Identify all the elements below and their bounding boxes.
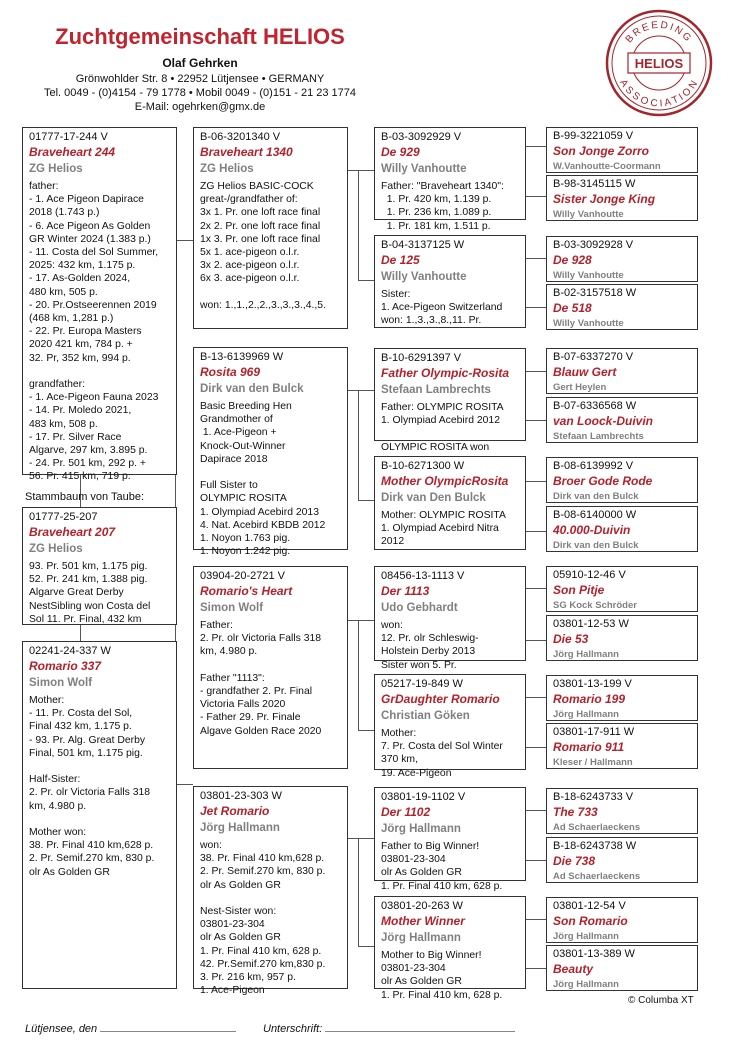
- stamp-bottom-text: ASSOCIATION: [617, 77, 701, 110]
- pigeon-card-great-grandparent[interactable]: [374, 566, 526, 671]
- connector: [526, 258, 546, 259]
- pigeon-name: Son Pitje: [553, 583, 605, 597]
- pigeon-card-ancestor[interactable]: [546, 506, 698, 552]
- ring-number: 03904-20-2721 V: [200, 570, 286, 582]
- breeder-name: Willy Vanhoutte: [553, 318, 624, 329]
- ring-number: 02241-24-337 W: [29, 645, 111, 657]
- pigeon-card-ancestor[interactable]: [546, 675, 698, 721]
- breeder-name: Ad Schaerlaeckens: [553, 822, 641, 833]
- pigeon-name: Die 53: [553, 632, 589, 646]
- pigeon-name: Romario 337: [29, 659, 102, 673]
- pigeon-card-ancestor[interactable]: [546, 284, 698, 330]
- breeder-name: Christian Göken: [381, 710, 470, 722]
- breeder-name: W.Vanhoutte-Coormann: [553, 161, 661, 172]
- connector: [358, 390, 374, 391]
- pigeon-name: Mother Winner: [381, 914, 465, 928]
- pigeon-card-ancestor[interactable]: [546, 397, 698, 443]
- ring-number: 03801-13-389 W: [553, 948, 635, 960]
- ring-number: B-03-3092928 V: [553, 239, 634, 251]
- pigeon-name: Der 1102: [381, 805, 431, 819]
- pigeon-name: Braveheart 207: [29, 525, 116, 539]
- pigeon-name: De 125: [381, 253, 420, 267]
- pigeon-name: De 929: [381, 145, 420, 159]
- ring-number: 08456-13-1113 V: [381, 570, 465, 582]
- ring-number: B-08-6140000 W: [553, 509, 637, 521]
- helios-stamp-logo: [604, 8, 714, 118]
- pigeon-name: Romario's Heart: [200, 584, 293, 598]
- pigeon-name: Sister Jonge King: [553, 192, 656, 206]
- ring-number: 03801-13-199 V: [553, 678, 632, 690]
- ring-number: B-03-3092929 V: [381, 131, 462, 143]
- ring-number: 01777-25-207: [29, 511, 98, 523]
- breeder-name: Dirk van den Bulck: [553, 540, 639, 551]
- connector: [526, 810, 546, 811]
- breeder-name: Dirk van Den Bulck: [381, 492, 486, 504]
- pigeon-notes: Sister: 1. Ace-Pigeon Switzerland won: 1.,3.,3.,8.,11. Pr.: [381, 289, 503, 327]
- ring-number: 03801-17-911 W: [553, 726, 635, 738]
- connector: [526, 531, 546, 532]
- pigeon-name: Mother OlympicRosita: [381, 474, 509, 488]
- ring-number: B-02-3157518 W: [553, 287, 637, 299]
- breeder-name: Kleser / Hallmann: [553, 757, 633, 768]
- address: Grönwohlder Str. 8 • 22952 Lütjensee • GERMANY: [75, 73, 325, 85]
- connector: [358, 170, 359, 280]
- connector: [80, 625, 81, 641]
- connector: [348, 170, 374, 171]
- pigeon-name: Die 738: [553, 854, 596, 868]
- pigeon-card-mother[interactable]: [22, 641, 177, 989]
- connector: [526, 420, 546, 421]
- breeder-name: Willy Vanhoutte: [553, 270, 624, 281]
- pigeon-name: Braveheart 244: [29, 145, 116, 159]
- pigeon-card-grandparent[interactable]: [193, 127, 348, 329]
- connector: [526, 697, 546, 698]
- ring-number: B-10-6271300 W: [381, 460, 465, 472]
- pigeon-card-ancestor[interactable]: [546, 457, 698, 503]
- copyright: © Columba XT: [628, 995, 694, 1006]
- connector: [526, 307, 546, 308]
- pigeon-card-ancestor[interactable]: [546, 837, 698, 883]
- pedigree-of-label: Stammbaum von Taube:: [25, 491, 145, 503]
- pigeon-card-grandparent[interactable]: [193, 786, 348, 997]
- connector: [358, 390, 359, 500]
- pigeon-card-great-grandparent[interactable]: [374, 896, 526, 1001]
- pigeon-name: Broer Gode Rode: [553, 474, 653, 488]
- pigeon-name: Jet Romario: [200, 804, 270, 818]
- connector: [348, 390, 358, 391]
- connector: [358, 946, 374, 947]
- pigeon-name: van Loock-Duivin: [553, 414, 654, 428]
- pigeon-notes: Mother: - 11. Pr. Costa del Sol, Final 432 km, 1.175 p. - 93. Pr. Alg. Great Derby Final, 501 km, 1.175 pig. Half-Sister: 2. Pr. olr Victoria Falls 318 km, 4.980 p. Mother won: 38. Pr. Final 410 km,628 p. 2. Pr. Semif.270 km, 830 p. olr As Golden GR: [29, 695, 155, 878]
- pigeon-card-great-grandparent[interactable]: [374, 127, 526, 232]
- ring-number: B-10-6291397 V: [381, 352, 462, 364]
- pigeon-card-great-grandparent[interactable]: [374, 787, 526, 892]
- ring-number: 05217-19-849 W: [381, 678, 463, 690]
- pigeon-name: Son Romario: [553, 914, 628, 928]
- pigeon-card-ancestor[interactable]: [546, 348, 698, 394]
- svg-text:BREEDING: [624, 20, 694, 45]
- pigeon-notes: Mother: 7. Pr. Costa del Sol Winter 370 km, 19. Ace-Pigeon: [381, 728, 503, 779]
- connector: [358, 620, 359, 730]
- breeder-name: Jörg Hallmann: [553, 709, 619, 720]
- breeder-title: Zuchtgemeinschaft HELIOS: [55, 24, 345, 49]
- place-date-field[interactable]: [25, 1021, 236, 1035]
- pigeon-notes: Mother to Big Winner! 03801-23-304 olr As Golden GR 1. Pr. Final 410 km, 628 p.: [381, 950, 503, 1001]
- pigeon-name: Braveheart 1340: [200, 145, 293, 159]
- breeder-name: Willy Vanhoutte: [381, 271, 467, 283]
- signature-field[interactable]: [263, 1021, 515, 1035]
- breeder-name: Udo Gebhardt: [381, 602, 458, 614]
- ring-number: 03801-12-53 W: [553, 618, 629, 630]
- pigeon-name: De 518: [553, 301, 592, 315]
- ring-number: 03801-23-303 W: [200, 790, 282, 802]
- breeder-name: Ad Schaerlaeckens: [553, 871, 641, 882]
- pigeon-notes: Mother: OLYMPIC ROSITA 1. Olympiad Acebird Nitra 2012: [381, 510, 506, 548]
- ring-number: 03801-19-1102 V: [381, 791, 466, 803]
- pigeon-card-subject[interactable]: [22, 507, 177, 625]
- ring-number: B-07-6337270 V: [553, 351, 634, 363]
- breeder-name: SG Kock Schröder: [553, 600, 637, 611]
- pigeon-card-ancestor[interactable]: [546, 788, 698, 834]
- breeder-name: Stefaan Lambrechts: [381, 384, 491, 396]
- connector: [358, 500, 374, 501]
- pigeon-name: Der 1113: [381, 584, 430, 598]
- pigeon-notes: Father: OLYMPIC ROSITA 1. Olympiad Acebird 2012 OLYMPIC ROSITA won: [381, 402, 504, 453]
- pigeon-notes: Basic Breeding Hen Grandmother of 1. Ace-Pigeon + Knock-Out-Winner Dapirace 2018 Full Sister to OLYMPIC ROSITA 1. Olympiad Acebird 2013 4. Nat. Acebird KBDB 2012 1. Noyon 1.763 pig. 1. Noyon 1.242 pig.: [200, 401, 326, 558]
- breeder-name: Simon Wolf: [29, 677, 93, 689]
- pigeon-notes: Father: "Braveheart 1340": 1. Pr. 420 km, 1.139 p. 1. Pr. 236 km, 1.089 p. 1. Pr. 181 km, 1.511 p.: [381, 181, 504, 232]
- breeder-name: Jörg Hallmann: [553, 979, 619, 990]
- email: E-Mail: ogehrken@gmx.de: [134, 101, 266, 113]
- pigeon-card-great-grandparent[interactable]: [374, 348, 526, 453]
- pigeon-name: Beauty: [553, 962, 594, 976]
- connector: [526, 747, 546, 748]
- pigeon-card-ancestor[interactable]: [546, 566, 698, 612]
- ring-number: B-08-6139992 V: [553, 460, 634, 472]
- ring-number: 01777-17-244 V: [29, 131, 108, 143]
- breeder-name: Jörg Hallmann: [381, 823, 461, 835]
- ring-number: 05910-12-46 V: [553, 569, 626, 581]
- pigeon-card-ancestor[interactable]: [546, 236, 698, 282]
- pigeon-notes: won: 38. Pr. Final 410 km,628 p. 2. Pr. Semif.270 km, 830 p. olr As Golden GR Nest-Sister won: 03801-23-304 olr As Golden GR 1. Pr. Final 410 km, 628 p. 42. Pr.Semif.270 km,830 p. 3. Pr. 216 km, 957 p. 1. Ace-Pigeon: [200, 840, 326, 997]
- pigeon-notes: Father: 2. Pr. olr Victoria Falls 318 km, 4.980 p. Father "1113": - grandfather 2. Pr. Final Victoria Falls 2020 - Father 29. Pr. Finale Algave Golden Race 2020: [200, 620, 322, 737]
- pigeon-notes: ZG Helios BASIC-COCK great-/grandfather of: 3x 1. Pr. one loft race final 2x 2. Pr. one loft race final 1x 3. Pr. one loft race final 5x 1. ace-pigeon o.l.r. 3x 2. ace-pigeon o.l.r. 6x 3. ace-pigeon o.l.r. won: 1.,1.,2.,2.,3.,3.,3.,4.,5.: [200, 181, 326, 311]
- connector: [175, 784, 193, 785]
- letterhead: [0, 0, 750, 120]
- pigeon-card-father[interactable]: [22, 127, 177, 483]
- breeder-name: Jörg Hallmann: [200, 822, 280, 834]
- pigeon-notes: 93. Pr. 501 km, 1.175 pig. 52. Pr. 241 km, 1.388 pig. Algarve Great Derby NestSibling won Costa del Sol 11. Pr. Final, 432 km: [29, 561, 151, 625]
- phone: Tel. 0049 - (0)4154 - 79 1778 • Mobil 0049 - (0)151 - 21 23 1774: [43, 87, 357, 99]
- connector: [526, 371, 546, 372]
- pigeon-name: 40.000-Duivin: [553, 523, 631, 537]
- connector: [358, 280, 374, 281]
- connector: [348, 838, 358, 839]
- breeder-name: Stefaan Lambrechts: [553, 431, 644, 442]
- pigeon-card-great-grandparent[interactable]: [374, 235, 526, 328]
- owner-name: Olaf Gehrken: [162, 56, 238, 70]
- breeder-name: Willy Vanhoutte: [381, 163, 467, 175]
- pigeon-notes: won: 12. Pr. olr Schleswig- Holstein Derby 2013 Sister won 5. Pr.: [381, 620, 479, 671]
- signature-line[interactable]: [325, 1021, 515, 1032]
- connector: [526, 481, 546, 482]
- pigeon-name: Rosita 969: [200, 365, 261, 379]
- pigeon-notes: father: - 1. Ace Pigeon Dapirace 2018 (1.743 p.) - 6. Ace Pigeon As Golden GR Winter 2024 (1.383 p.) - 11. Costa del Sol Summer, 2025: 432 km, 1.175 p. - 17. As-Golden 2024, 480 km, 505 p. - 20. Pr.Ostseerennen 2019 (468 km, 1,281 p.) - 22. Pr. Europa Masters 2020 421 km, 784 p. + 32. Pr, 352 km, 994 p. grandfather: - 1. Ace-Pigeon Fauna 2023 - 14. Pr. Moledo 2021, 483 km, 508 p. - 17. Pr. Silver Race Algarve, 297 km, 3.895 p. - 24. Pr. 501 km, 292 p. + 56. Pr. 415 km, 719 p.: [29, 181, 159, 483]
- connector: [526, 640, 546, 641]
- pigeon-name: Father Olympic-Rosita: [381, 366, 510, 380]
- connector: [358, 620, 374, 621]
- breeder-name: Jörg Hallmann: [381, 932, 461, 944]
- breeder-name: ZG Helios: [29, 163, 83, 175]
- pigeon-card-grandparent[interactable]: [193, 566, 348, 769]
- breeder-name: ZG Helios: [200, 163, 254, 175]
- ring-number: B-99-3221059 V: [553, 130, 634, 142]
- pigeon-name: GrDaughter Romario: [381, 692, 500, 706]
- pigeon-name: De 928: [553, 253, 592, 267]
- pigeon-card-ancestor[interactable]: [546, 175, 698, 221]
- pigeon-name: Son Jonge Zorro: [553, 144, 649, 158]
- connector: [175, 240, 193, 241]
- ring-number: 03801-12-54 V: [553, 900, 626, 912]
- pigeon-card-great-grandparent[interactable]: [374, 456, 526, 550]
- connector: [358, 838, 374, 839]
- breeder-name: Dirk van den Bulck: [200, 383, 304, 395]
- place-label: Lütjensee, den: [25, 1023, 98, 1035]
- ring-number: B-18-6243738 W: [553, 840, 637, 852]
- connector: [526, 588, 546, 589]
- breeder-name: Willy Vanhoutte: [553, 209, 624, 220]
- breeder-name: Jörg Hallmann: [553, 931, 619, 942]
- pigeon-name: Blauw Gert: [553, 365, 617, 379]
- date-line[interactable]: [100, 1021, 236, 1032]
- pigeon-name: Romario 199: [553, 692, 626, 706]
- ring-number: B-13-6139969 W: [200, 351, 284, 363]
- pigeon-card-grandparent[interactable]: [193, 347, 348, 558]
- pigeon-card-ancestor[interactable]: [546, 127, 698, 173]
- connector: [526, 196, 546, 197]
- signature-label: Unterschrift:: [263, 1023, 323, 1035]
- ring-number: B-04-3137125 W: [381, 239, 465, 251]
- stamp-center-text: HELIOS: [634, 56, 684, 71]
- connector: [348, 620, 358, 621]
- breeder-name: Gert Heylen: [553, 382, 607, 393]
- connector: [526, 860, 546, 861]
- connector: [526, 146, 546, 147]
- pigeon-card-ancestor[interactable]: [546, 723, 698, 769]
- pigeon-name: Romario 911: [553, 740, 625, 754]
- pigeon-notes: Father to Big Winner! 03801-23-304 olr As Golden GR 1. Pr. Final 410 km, 628 p.: [381, 841, 503, 892]
- pigeon-card-ancestor[interactable]: [546, 615, 698, 661]
- connector: [358, 730, 374, 731]
- ring-number: B-06-3201340 V: [200, 131, 281, 143]
- connector: [526, 919, 546, 920]
- stamp-top-text: BREEDING: [623, 19, 695, 46]
- breeder-name: Jörg Hallmann: [553, 649, 619, 660]
- pigeon-card-ancestor[interactable]: [546, 897, 698, 943]
- breeder-name: Dirk van den Bulck: [553, 491, 639, 502]
- ring-number: B-98-3145115 W: [553, 178, 636, 190]
- pigeon-card-great-grandparent[interactable]: [374, 674, 526, 779]
- breeder-name: ZG Helios: [29, 543, 83, 555]
- pigeon-card-ancestor[interactable]: [546, 945, 698, 991]
- connector: [358, 838, 359, 946]
- contact-block: [0, 72, 400, 114]
- ring-number: B-07-6336568 W: [553, 400, 637, 412]
- breeder-name: Simon Wolf: [200, 602, 264, 614]
- pigeon-name: The 733: [553, 805, 598, 819]
- connector: [526, 968, 546, 969]
- ring-number: 03801-20-263 W: [381, 900, 463, 912]
- ring-number: B-18-6243733 V: [553, 791, 634, 803]
